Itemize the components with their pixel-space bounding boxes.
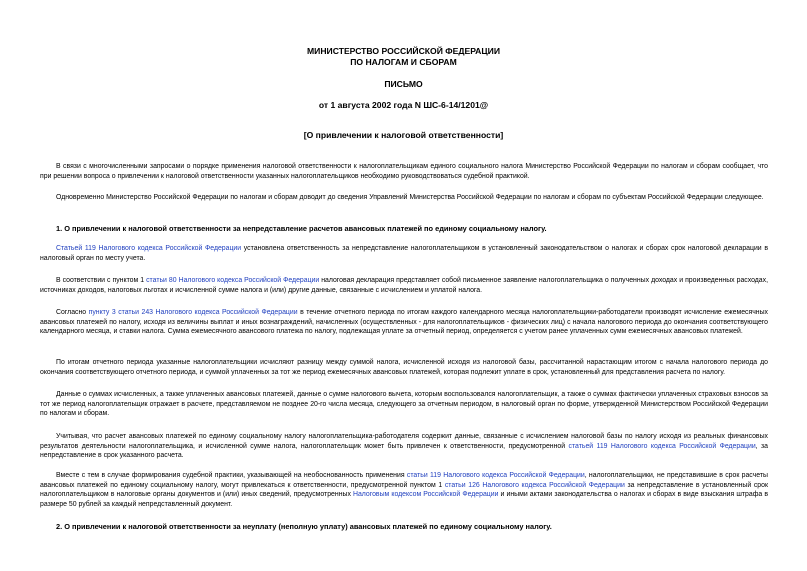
paragraph-8-text-b: , за непредставление в срок указанного расчета. [40, 442, 768, 460]
link-article-243[interactable]: пункту 3 статьи 243 Налогового кодекса Российской Федерации [88, 309, 298, 316]
link-tax-code[interactable]: Налоговым кодексом Российской Федерации [353, 491, 499, 499]
document-type: ПИСЬМО [384, 79, 423, 89]
paragraph-3 [40, 244, 768, 263]
paragraph-9 [40, 471, 768, 509]
document-subject: [О привлечении к налоговой ответственности] [303, 130, 504, 140]
paragraph-4-text-b: налоговая декларация представляет собой письменное заявление налогоплательщика о полученных доходах и произведенных расходах, источниках доходов, налоговых льготах и исчисленной сумме налога и (или) другие данные, связанные с исчислением и уплатой налога. [40, 277, 768, 294]
paragraph-5 [40, 308, 768, 337]
paragraph-8 [40, 432, 768, 461]
paragraph-5-text-b: в течение отчетного периода по итогам каждого календарного месяца налогоплательщики-работодатели производят исчисление ежемесячных авансовых платежей по налогу, исходя из величины выплат и иных вознаграждений, начисленных (осуществленных - для налогоплательщиков - физических лиц) с начала налогового периода до окончания соответствующего календарного месяца, и ставки налога. Сумма ежемесячного авансового платежа по налогу, подлежащая уплате за отчетный период, определяется с учетом ранее уплаченных сумм ежемесячных авансовых платежей. [40, 309, 768, 336]
ministry-line-2: ПО НАЛОГАМ И СБОРАМ [350, 57, 457, 67]
link-article-119[interactable]: Статьей 119 Налогового кодекса Российской Федерации [56, 245, 242, 252]
section-1-heading: 1. О привлечении к налоговой ответственности за непредставление расчетов авансовых платежей по единому социальному налогу. [56, 224, 547, 233]
paragraph-4-text-a: В соответствии с пунктом 1 [56, 277, 147, 284]
paragraph-6: По итогам отчетного периода указанные налогоплательщики исчисляют разницу между суммой налога, исчисленной исходя из налоговой базы, рассчитанной нарастающим итогом с начала налогового периода до окончания соответствующего отчетного периода, и суммой уплаченных за тот же период ежемесячных авансовых платежей, которая подлежит уплате в срок, установленный для представления расчета по налогу. [40, 359, 768, 376]
paragraph-4 [40, 276, 768, 295]
paragraph-5-text-a: Согласно [56, 309, 89, 316]
paragraph-9-text-d: и иными актами законодательства о налогах и сборах в виде взыскания штрафа в размере 50 рублей за каждый непредставленный документ. [40, 491, 768, 508]
link-article-119-b[interactable]: статьей 119 Налогового кодекса Российской Федерации [568, 442, 756, 450]
document-date-number: от 1 августа 2002 года N ШС-6-14/1201@ [318, 100, 489, 110]
paragraph-8-text-a: Учитывая, что расчет авансовых платежей по единому социальному налогу налогоплательщика-работодателя содержит данные, связанные с исчислением налоговой базы по налогу исходя из реальных финансовых результатов деятельности налогоплательщика, и исчисленной сумме налога, налогоплательщик может быть привлечен к ответственности, предусмотренной [40, 433, 768, 450]
ministry-line-1: МИНИСТЕРСТВО РОССИЙСКОЙ ФЕДЕРАЦИИ [306, 46, 501, 56]
link-article-126[interactable]: статьи 126 Налогового кодекса Российской Федерации [444, 481, 625, 489]
section-2-heading: 2. О привлечении к налоговой ответственности за неуплату (неполную уплату) авансовых платежей по единому социальному налогу. [56, 522, 552, 531]
paragraph-9-text-b: , налогоплательщики, не представившие в срок расчеты авансовых платежей по единому социальному налогу, могут привлекаться к ответственности, предусмотренной пунктом 1 [40, 472, 768, 489]
link-article-119-c[interactable]: статьи 119 Налогового кодекса Российской Федерации [406, 472, 585, 479]
paragraph-9-text-c: за непредставление в установленный срок налогоплательщиком в налоговые органы документов и (или) иных сведений, предусмотренных [40, 481, 768, 499]
paragraph-1: В связи с многочисленными запросами о порядке применения налоговой ответственности к налогоплательщикам единого социального налога Министерство Российской Федерации по налогам и сборам сообщает, что при решении вопроса о привлечении к налоговой ответственности указанных налогоплательщиков необходимо руководствоваться судебной практикой. [40, 163, 768, 180]
paragraph-2: Одновременно Министерство Российской Федерации по налогам и сборам доводит до сведения Управлений Министерства Российской Федерации по налогам и сборам по субъектам Российской Федерации следующее. [56, 194, 764, 201]
paragraph-3-text: установлена ответственность за непредставление налогоплательщиком в установленный законодательством о налогах и сборах срок налоговой декларации в налоговый орган по месту учета. [40, 245, 768, 262]
link-article-80[interactable]: статьи 80 Налогового кодекса Российской Федерации [146, 277, 320, 284]
paragraph-7: Данные о суммах исчисленных, а также уплаченных авансовых платежей, данные о сумме налогового вычета, которым воспользовался налогоплательщик, а также о суммах фактически уплаченных страховых взносов за тот же период налогоплательщик отражает в расчете, представляемом не позднее 20-го числа месяца, следующего за отчетным периодом, в налоговый орган по форме, утвержденной Министерством Российской Федерации по налогам и сборам. [40, 391, 768, 418]
paragraph-9-text-a: Вместе с тем в случае формирования судебной практики, указывающей на необоснованность применения [56, 472, 407, 479]
